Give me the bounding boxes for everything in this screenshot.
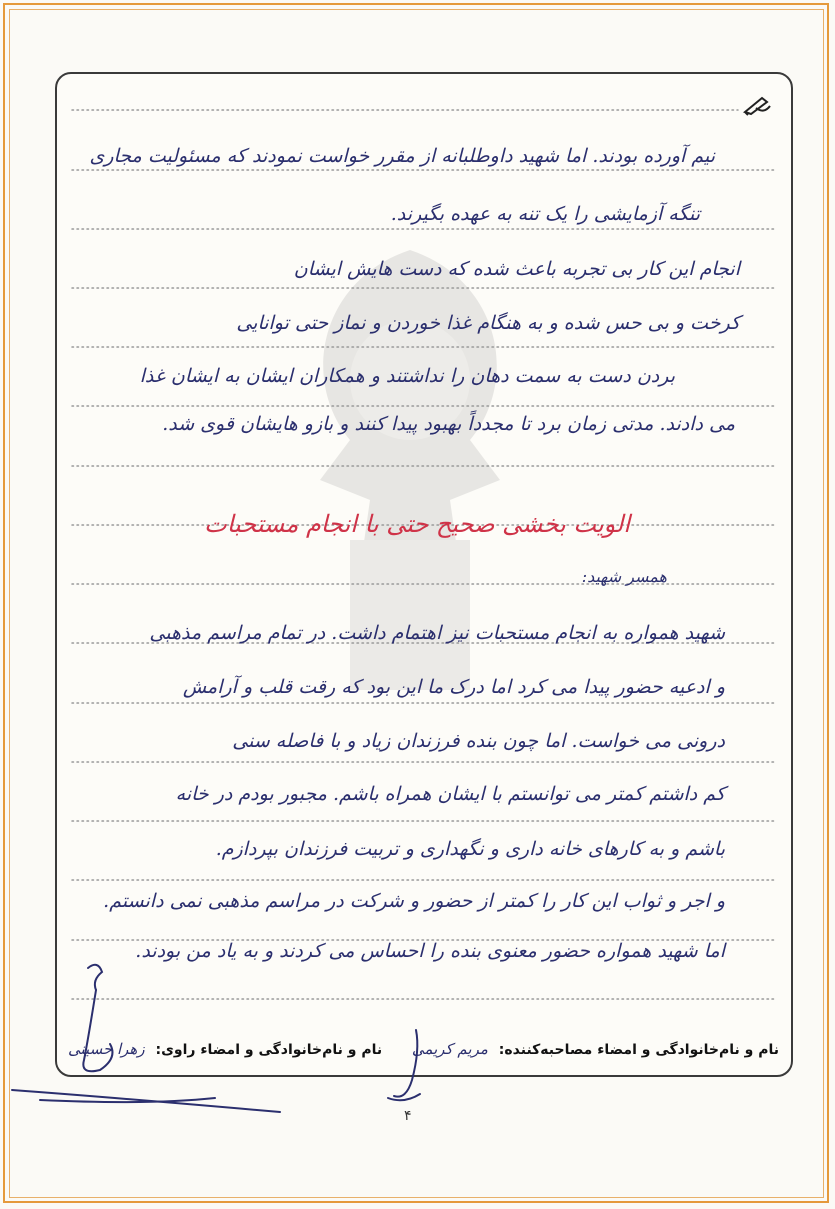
handwritten-line: انجام این کار بی تجربه باعث شده که دست هایش ایشان [293,258,740,280]
interviewer-signature: مریم کریمی [411,1040,488,1058]
handwritten-line: نیم آورده بودند. اما شهید داوطلبانه از مقرر خواست نمودند که مسئولیت مجاری [89,145,715,167]
section-subheading: همسر شهید: [581,567,667,586]
signature-footer [62,1040,779,1058]
handwritten-line: باشم و به کارهای خانه داری و نگهداری و تربیت فرزندان بپردازم. [215,838,725,860]
interviewer-label: نام و نام‌خانوادگی و امضاء مصاحبه‌کننده: [498,1042,779,1058]
handwritten-line: تنگه آزمایشی را یک تنه به عهده بگیرند. [390,203,700,225]
narrator-signature: زهرا حسینی [68,1040,145,1058]
handwritten-line: می دادند. مدتی زمان برد تا مجدداً بهبود پیدا کنند و بازو هایشان قوی شد. [162,413,735,435]
handwritten-line: بردن دست به سمت دهان را نداشتند و همکاران ایشان به ایشان غذا [139,365,675,387]
handwritten-line: و ادعیه حضور پیدا می کرد اما درک ما این بود که رقت قلب و آرامش [182,676,725,698]
handwritten-line: کرخت و بی حس شده و به هنگام غذا خوردن و نماز حتی توانایی [236,312,740,334]
section-heading: الویت بخشی صحیح حتی با انجام مستحبات [204,510,630,538]
handwritten-line: و اجر و ثواب این کار را کمتر از حضور و شرکت در مراسم مذهبی نمی دانستم. [103,890,725,912]
handwritten-line: کم داشتم کمتر می توانستم با ایشان همراه باشم. مجبور بودم در خانه [175,783,725,805]
narrator-label: نام و نام‌خانوادگی و امضاء راوی: [155,1042,383,1058]
page-number: ۴ [404,1108,412,1124]
handwritten-line: شهید همواره به انجام مستحبات نیز اهتمام داشت. در تمام مراسم مذهبی [149,622,725,644]
handwritten-line: درونی می خواست. اما چون بنده فرزندان زیاد و با فاصله سنی [232,730,725,752]
handwritten-line: اما شهید همواره حضور معنوی بنده را احساس می کردند و به یاد من بودند. [135,940,725,962]
